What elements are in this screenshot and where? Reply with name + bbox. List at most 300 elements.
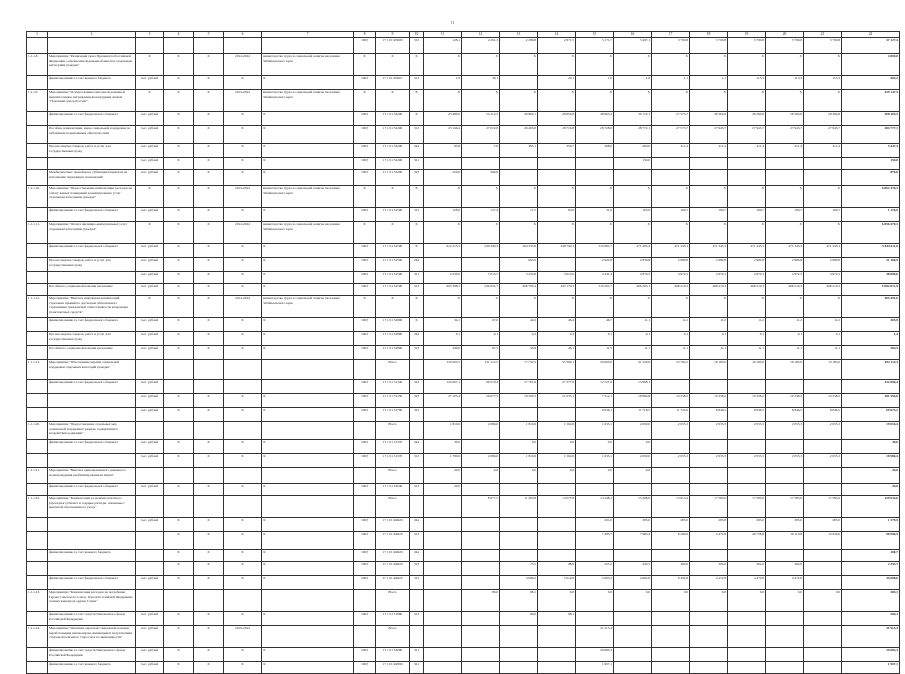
responsible-cell: X [262, 550, 354, 562]
year-value-cell: 27 573,7 [652, 112, 690, 126]
year-value-cell: 13 073,8 [538, 496, 576, 518]
target-article-cell: 17 1 01 51350 [376, 394, 410, 408]
table-row [27, 258, 900, 272]
expense-type-cell [410, 422, 424, 440]
expense-type-cell: 321 [410, 272, 424, 284]
year-value-cell: 8 846,5 [728, 408, 766, 422]
year-value-cell: X [614, 186, 652, 208]
year-value-cell [500, 76, 538, 90]
year-value-cell: X [766, 90, 804, 112]
period-cell [224, 380, 262, 394]
item-number-cell [27, 346, 48, 360]
year-value-cell: 2 055,3 [652, 422, 690, 440]
column-number: 20 [766, 32, 804, 38]
description-cell: финансирование за счет федерального бюджета [48, 208, 136, 222]
year-value-cell: 2 000,0 [614, 454, 652, 468]
column-number: 1 [27, 32, 48, 38]
year-value-cell: X [576, 54, 614, 76]
description-cell: финансирование за счет краевого бюджета [48, 662, 136, 674]
year-value-cell: 29 683,3 [576, 648, 614, 662]
year-value-cell: X [462, 186, 500, 208]
table-cell: X [164, 112, 194, 126]
item-number-cell: 1.1.1.23. [27, 590, 48, 612]
section-code-cell [354, 496, 376, 518]
table-cell [164, 422, 194, 440]
year-value-cell: 11,1 [614, 346, 652, 360]
year-value-cell: 471 343,3 [804, 244, 842, 258]
year-value-cell: 2 830,8 [614, 258, 652, 272]
target-article-cell: 17 1 01 52800 [376, 346, 410, 360]
year-value-cell: 1,1 [690, 76, 728, 90]
year-value-cell: 0,0 [500, 440, 538, 454]
year-value-cell [462, 662, 500, 674]
table-cell: X [194, 126, 224, 144]
expense-type-cell: X [410, 54, 424, 76]
year-value-cell: 3 171,7 [576, 38, 614, 54]
responsible-cell: X [262, 346, 354, 360]
period-cell: 2014-2024 [224, 222, 262, 244]
year-value-cell [766, 158, 804, 170]
year-value-cell [424, 158, 462, 170]
item-number-cell [27, 318, 48, 332]
year-value-cell [462, 612, 500, 626]
year-value-cell: 27 943,7 [728, 126, 766, 144]
table-row [27, 532, 900, 550]
item-number-cell [27, 576, 48, 590]
year-value-cell [728, 648, 766, 662]
year-value-cell: 11,1 [614, 318, 652, 332]
year-value-cell: 89,6 [500, 612, 538, 626]
expense-type-cell: 323 [410, 408, 424, 422]
year-value-cell [500, 484, 538, 496]
table-cell: X [164, 440, 194, 454]
year-value-cell [728, 484, 766, 496]
table-cell: X [164, 454, 194, 468]
responsible-cell [262, 468, 354, 484]
year-value-cell: 19 183,6 [690, 360, 728, 380]
expense-type-cell: 313 [410, 76, 424, 90]
section-code-cell [354, 590, 376, 612]
year-value-cell [424, 550, 462, 562]
section-code-cell: 1003 [354, 612, 376, 626]
year-value-cell [576, 484, 614, 496]
year-value-cell: 98,1 [538, 612, 576, 626]
column-number: 9 [376, 32, 410, 38]
section-code-cell: 1003 [354, 440, 376, 454]
total-cell: 308 304,5 [842, 112, 900, 126]
year-value-cell: 2 080,6 [462, 422, 500, 440]
year-value-cell: 1 780,9 [424, 454, 462, 468]
year-value-cell: 120 607,1 [424, 380, 462, 394]
year-value-cell [766, 626, 804, 648]
expense-type-cell: 244 [410, 550, 424, 562]
year-value-cell: 28 394,8 [766, 112, 804, 126]
description-cell: финансирование за счет краевого бюджета [48, 550, 136, 562]
year-value-cell: 283,0 [804, 518, 842, 532]
description-cell: Прочая закупка товаров, работ и услуг для государственных нужд [48, 332, 136, 346]
expense-type-cell: 313 [410, 346, 424, 360]
year-value-cell [500, 662, 538, 674]
year-value-cell [804, 170, 842, 186]
year-value-cell: 8 846,5 [690, 408, 728, 422]
page-number: 11 [450, 20, 455, 25]
period-cell: X [224, 112, 262, 126]
year-value-cell: 2 980,8 [766, 258, 804, 272]
unit-cell: X [136, 54, 164, 76]
year-value-cell [804, 562, 842, 576]
item-number-cell [27, 550, 48, 562]
table-cell: X [164, 532, 194, 550]
year-value-cell [424, 662, 462, 674]
year-value-cell: X [500, 222, 538, 244]
item-number-cell [27, 484, 48, 496]
year-value-cell: 7,8 [462, 144, 500, 158]
expense-type-cell: X [410, 318, 424, 332]
table-cell: X [164, 158, 194, 170]
year-value-cell: 27 105,4 [424, 394, 462, 408]
responsible-cell: X [262, 612, 354, 626]
year-value-cell: 2 871,5 [538, 38, 576, 54]
year-value-cell: 4 250,0 [424, 272, 462, 284]
responsible-cell: X [262, 454, 354, 468]
year-value-cell: 46,4 [538, 318, 576, 332]
description-cell: Пособия по социальной помощи населению [48, 284, 136, 296]
year-value-cell: 26 890,1 [500, 112, 538, 126]
year-value-cell [462, 562, 500, 576]
expense-type-cell: 313 [410, 576, 424, 590]
expense-type-cell [410, 626, 424, 648]
year-value-cell: X [690, 186, 728, 208]
responsible-cell [262, 496, 354, 518]
description-cell [48, 394, 136, 408]
year-value-cell: 27 943,7 [766, 126, 804, 144]
year-value-cell: 283,0 [728, 518, 766, 532]
column-number: 7 [262, 32, 354, 38]
year-value-cell [538, 532, 576, 550]
year-value-cell: 504 235,8 [500, 244, 538, 258]
year-value-cell: 0,0 [690, 590, 728, 612]
item-number-cell [27, 170, 48, 186]
section-code-cell [354, 468, 376, 484]
year-value-cell: X [766, 54, 804, 76]
year-value-cell: 304,0 [766, 562, 804, 576]
period-cell: 2014-2024 [224, 54, 262, 76]
total-cell: 305,9 [842, 318, 900, 332]
year-value-cell: X [652, 296, 690, 318]
year-value-cell: 28 394,8 [690, 112, 728, 126]
year-value-cell: 98,1 [500, 590, 538, 612]
year-value-cell: 83,8 [538, 208, 576, 222]
table-row [27, 54, 900, 76]
year-value-cell: 34,1 [424, 318, 462, 332]
unit-cell: тыс. рублей [136, 484, 164, 496]
period-cell: X [224, 144, 262, 158]
year-value-cell [500, 626, 538, 648]
item-number-cell: 1.1.1.13. [27, 360, 48, 380]
year-value-cell: 11,1 [804, 346, 842, 360]
year-value-cell: 2 055,3 [652, 454, 690, 468]
year-value-cell: 3 497,1 [614, 38, 652, 54]
year-value-cell: 27 943,7 [690, 126, 728, 144]
year-value-cell: 2 980,8 [804, 258, 842, 272]
unit-cell: тыс. рублей [136, 648, 164, 662]
table-cell: X [194, 284, 224, 296]
column-number: 11 [424, 32, 462, 38]
table-cell [164, 38, 194, 54]
year-value-cell: X [614, 296, 652, 318]
year-value-cell: 109,7 [766, 208, 804, 222]
year-value-cell: 4 972,3 [652, 272, 690, 284]
year-value-cell [690, 158, 728, 170]
year-value-cell: X [424, 222, 462, 244]
year-value-cell [766, 648, 804, 662]
year-value-cell [576, 158, 614, 170]
year-value-cell: 1 810,9 [500, 422, 538, 440]
year-value-cell: 98,9 [538, 562, 576, 576]
period-cell: X [224, 332, 262, 346]
year-value-cell [728, 612, 766, 626]
target-article-cell: 17 1 01 51370 [376, 440, 410, 454]
period-cell: X [224, 126, 262, 144]
year-value-cell: 385,1 [500, 144, 538, 158]
item-number-cell [27, 518, 48, 532]
unit-cell: тыс. рублей [136, 272, 164, 284]
year-value-cell: 67,5 [462, 346, 500, 360]
expense-type-cell [410, 590, 424, 612]
period-cell [224, 590, 262, 612]
table-row [27, 468, 900, 484]
year-value-cell: 496 795,4 [500, 284, 538, 296]
year-value-cell: 11 718,5 [614, 408, 652, 422]
total-cell: 31 515,4 [842, 626, 900, 648]
period-cell: X [224, 346, 262, 360]
year-value-cell: X [728, 90, 766, 112]
period-cell: 2014-2024 [224, 296, 262, 318]
year-value-cell: 4 972,3 [766, 272, 804, 284]
total-cell: 20,0 [842, 468, 900, 484]
table-cell: X [164, 576, 194, 590]
description-cell [48, 158, 136, 170]
year-value-cell [804, 550, 842, 562]
year-value-cell: X [424, 186, 462, 208]
table-cell: X [164, 612, 194, 626]
description-cell: Мероприятие "Компенсация расходов на погребение Героев Советского Союза, Героев Российской Федерации, полных кавалеров ордена Славы" [48, 590, 136, 612]
target-article-cell: Всего [376, 360, 410, 380]
period-cell: X [224, 272, 262, 284]
description-cell: Прочая закупка товаров, работ и услуг для государственных нужд [48, 258, 136, 272]
year-value-cell [462, 158, 500, 170]
year-value-cell: 28 394,8 [804, 112, 842, 126]
year-value-cell: X [804, 186, 842, 208]
unit-cell: тыс. рублей [136, 626, 164, 648]
year-value-cell: 7 312,1 [576, 394, 614, 408]
year-value-cell: 468 210,3 [804, 284, 842, 296]
year-value-cell: 0,1 [424, 332, 462, 346]
year-value-cell [614, 648, 652, 662]
target-article-cell: 17 1 01 52800 [376, 318, 410, 332]
table-cell: X [164, 170, 194, 186]
target-article-cell: X [376, 186, 410, 208]
section-code-cell: 1003 [354, 144, 376, 158]
target-article-cell: X [376, 54, 410, 76]
table-row [27, 76, 900, 90]
target-article-cell: 17 1 01 51340 [376, 380, 410, 394]
total-cell: 5 844 611,0 [842, 244, 900, 258]
year-value-cell: 2 920,8 [576, 258, 614, 272]
period-cell [224, 38, 262, 54]
year-value-cell [804, 626, 842, 648]
total-cell: 150,0 [842, 158, 900, 170]
total-cell: 5 082 671,9 [842, 284, 900, 296]
year-value-cell: 471 343,3 [728, 244, 766, 258]
table-row [27, 626, 900, 648]
year-value-cell: 13 998,1 [614, 380, 652, 394]
item-number-cell: 1.1.1.24. [27, 626, 48, 648]
year-value-cell: 1,9 [424, 76, 462, 90]
target-article-cell: Всего [376, 422, 410, 440]
total-cell: 48 890,6 [842, 272, 900, 284]
year-value-cell: 11,1 [766, 346, 804, 360]
responsible-cell: X [262, 484, 354, 496]
item-number-cell [27, 648, 48, 662]
year-value-cell: 3 790,8 [804, 38, 842, 54]
year-value-cell [614, 626, 652, 648]
year-value-cell: 11,1 [728, 346, 766, 360]
year-value-cell [614, 484, 652, 496]
year-value-cell: 128,1 [424, 38, 462, 54]
year-value-cell: 0,0 [766, 590, 804, 612]
expense-type-cell: 321 [410, 158, 424, 170]
year-value-cell: 4 972,3 [804, 272, 842, 284]
total-cell: 3 447,4 [842, 144, 900, 158]
responsible-cell: X [262, 112, 354, 126]
unit-cell [136, 532, 164, 550]
year-value-cell: X [538, 90, 576, 112]
unit-cell [136, 422, 164, 440]
year-value-cell [462, 518, 500, 532]
table-cell: X [164, 296, 194, 318]
target-article-cell: 17 1 01 R4620 [376, 532, 410, 550]
year-value-cell: 4 472,8 [690, 576, 728, 590]
year-value-cell: 113,3 [728, 76, 766, 90]
item-number-cell [27, 208, 48, 222]
table-cell: X [164, 332, 194, 346]
year-value-cell: 44,0 [500, 318, 538, 332]
year-value-cell: 443,5 [614, 562, 652, 576]
year-value-cell [690, 550, 728, 562]
year-value-cell [462, 440, 500, 454]
expense-type-cell: 244 [410, 144, 424, 158]
year-value-cell: X [576, 186, 614, 208]
table-cell: X [164, 284, 194, 296]
expense-type-cell: 313 [410, 208, 424, 222]
year-value-cell: 103,9 [614, 208, 652, 222]
year-value-cell [690, 648, 728, 662]
table-cell: X [164, 562, 194, 576]
target-article-cell: 17 1 01 52500 [376, 244, 410, 258]
responsible-cell: X [262, 272, 354, 284]
table-row [27, 662, 900, 674]
item-number-cell [27, 112, 48, 126]
column-number: 18 [690, 32, 728, 38]
total-cell: 284 777,1 [842, 126, 900, 144]
year-value-cell: 510 981,7 [576, 244, 614, 258]
period-cell: X [224, 562, 262, 576]
unit-cell: тыс. рублей [136, 454, 164, 468]
period-cell: X [224, 258, 262, 272]
table-cell: X [164, 518, 194, 532]
table-cell [194, 380, 224, 394]
period-cell: X [224, 612, 262, 626]
total-cell: 20,0 [842, 484, 900, 496]
expense-type-cell: X [410, 90, 424, 112]
year-value-cell: X [804, 54, 842, 76]
year-value-cell [424, 532, 462, 550]
table-row [27, 112, 900, 126]
table-row [27, 484, 900, 496]
table-cell: X [164, 186, 194, 208]
period-cell [224, 496, 262, 518]
year-value-cell: X [804, 90, 842, 112]
item-number-cell [27, 76, 48, 90]
year-value-cell: X [728, 296, 766, 318]
year-value-cell [462, 258, 500, 272]
year-value-cell: 7 483,7 [576, 532, 614, 550]
total-cell: 1 579,5 [842, 518, 900, 532]
table-cell [164, 590, 194, 612]
year-value-cell: 0,0 [576, 590, 614, 612]
year-value-cell: 0,1 [652, 332, 690, 346]
unit-cell: тыс. рублей [136, 76, 164, 90]
year-value-cell: 55 399,1 [538, 360, 576, 380]
year-value-cell: 17 583,6 [728, 496, 766, 518]
year-value-cell [424, 258, 462, 272]
year-value-cell: 0,0 [576, 440, 614, 454]
year-value-cell: X [804, 222, 842, 244]
responsible-cell: X [262, 76, 354, 90]
expense-type-cell: 244 [410, 518, 424, 532]
year-value-cell [652, 484, 690, 496]
period-cell: 2014-2024 [224, 90, 262, 112]
description-cell: финансирование за счет федерального бюджета [48, 244, 136, 258]
year-value-cell: 1 562,6 [538, 454, 576, 468]
year-value-cell: 10 338,2 [690, 394, 728, 408]
total-cell: 2 353,7 [842, 562, 900, 576]
section-code-cell: X [354, 222, 376, 244]
year-value-cell: X [462, 90, 500, 112]
year-value-cell: 11,2 [690, 318, 728, 332]
responsible-cell: X [262, 576, 354, 590]
item-number-cell: 1.1.1.11. [27, 222, 48, 244]
responsible-cell [262, 590, 354, 612]
description-cell: Мероприятие "Компенсация за наличие печатного (проездного) билета и годовые расходы, связанные с выплатой обеспечения по уходу" [48, 496, 136, 518]
year-value-cell: 3 790,8 [690, 38, 728, 54]
table-row [27, 648, 900, 662]
table-cell: X [194, 626, 224, 648]
year-value-cell [690, 170, 728, 186]
description-cell: финансирование за счет федерального бюджета [48, 112, 136, 126]
responsible-cell: X [262, 244, 354, 258]
table-cell [164, 496, 194, 518]
column-number: 12 [462, 32, 500, 38]
period-cell [224, 422, 262, 440]
year-value-cell [500, 408, 538, 422]
year-value-cell: 13 248,1 [576, 496, 614, 518]
year-value-cell: 27 377,9 [538, 380, 576, 394]
year-value-cell: 283,0 [614, 518, 652, 532]
table-cell: X [194, 186, 224, 208]
year-value-cell: 11,1 [690, 346, 728, 360]
